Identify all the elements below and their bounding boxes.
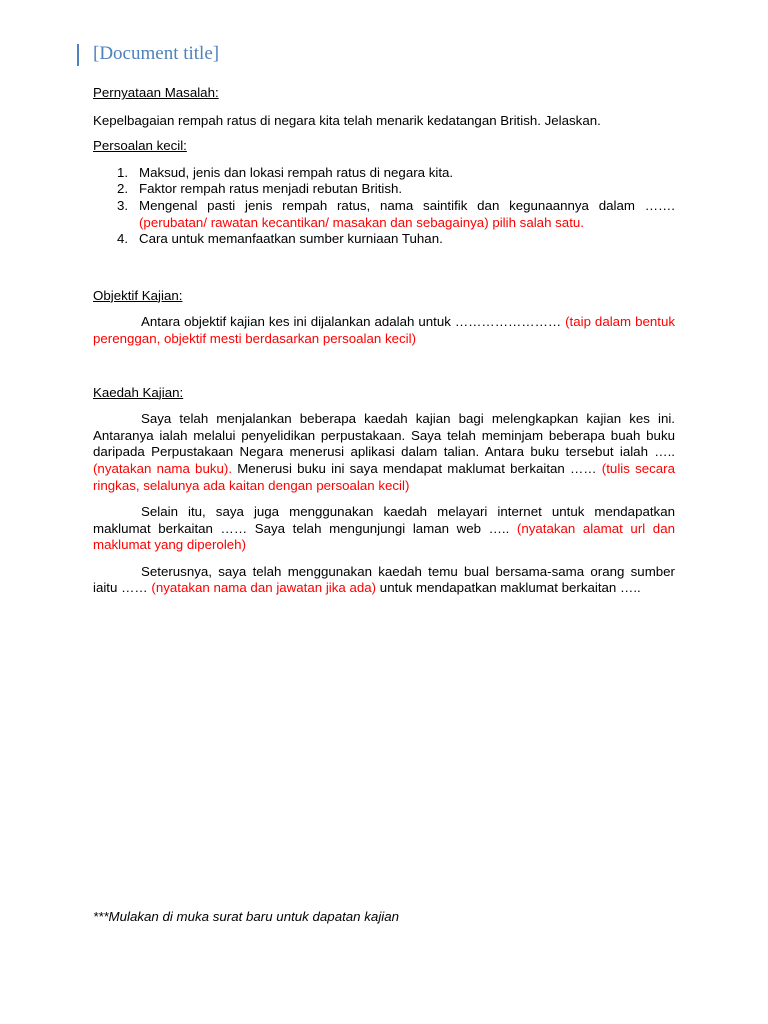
method-p2-text: Selain itu, saya juga menggunakan kaedah melayari internet untuk mendapatkan maklumat berkaitan …… Saya telah mengunjungi laman web ….. — [93, 504, 675, 536]
method-p3-note: (nyatakan nama dan jawatan jika ada) — [151, 580, 377, 596]
list-item-number: 1. — [117, 164, 129, 180]
footnote: ***Mulakan di muka surat baru untuk dapatan kajian — [93, 909, 400, 924]
list-item — [93, 165, 675, 182]
method-p2-note: (nyatakan alamat url dan maklumat yang diperoleh) — [93, 520, 675, 553]
objective-note: (taip dalam bentuk perenggan, objektif mesti berdasarkan persoalan kecil) — [93, 314, 675, 346]
method-p1-text-2: Menerusi buku ini saya mendapat maklumat berkaitan …… — [232, 460, 602, 476]
method-paragraph-2 — [93, 504, 675, 554]
document-title[interactable]: [Document title] — [93, 43, 220, 64]
problem-statement-text: Kepelbagaian rempah ratus di negara kita telah menarik kedatangan British. Jelaskan. — [93, 112, 601, 128]
method-p3-text-2: untuk mendapatkan maklumat berkaitan ….. — [376, 580, 641, 596]
objective-heading: Objektif Kajian: — [93, 287, 183, 303]
method-p1-note-1: (nyatakan nama buku). — [93, 460, 233, 476]
method-heading: Kaedah Kajian: — [93, 384, 184, 400]
list-item-number: 4. — [117, 231, 129, 247]
objective-text: Antara objektif kajian kes ini dijalankan adalah untuk …………………… — [141, 314, 566, 330]
list-item — [93, 181, 675, 198]
list-item — [93, 198, 675, 231]
method-p3-text: Seterusnya, saya telah menggunakan kaedah temu bual bersama-sama orang sumber iaitu …… — [93, 563, 675, 596]
list-item-text: Maksud, jenis dan lokasi rempah ratus di negara kita. — [139, 164, 454, 180]
list-item-note: (perubatan/ rawatan kecantikan/ masakan dan sebagainya) pilih salah satu. — [139, 214, 584, 230]
method-p1-text: Saya telah menjalankan beberapa kaedah kajian bagi melengkapkan kajian kes ini. Antaranya ialah melalui penyelidikan perpustakaan. Saya telah meminjam beberapa buah buku daripada Perpustakaan Negara menerusi aplikasi dalam talian. Antara buku tersebut ialah ….. — [93, 411, 675, 460]
list-item-text: Mengenal pasti jenis rempah ratus, nama saintifik dan kegunaannya dalam ……. — [139, 197, 675, 213]
objective-paragraph — [93, 314, 675, 347]
title-accent-bar — [77, 44, 79, 66]
list-item-number: 2. — [117, 181, 129, 197]
sub-questions-list — [93, 165, 675, 248]
list-item-text: Faktor rempah ratus menjadi rebutan British. — [139, 181, 403, 197]
list-item-number: 3. — [117, 197, 129, 213]
document-body — [93, 85, 675, 597]
method-paragraph-1 — [93, 411, 675, 494]
list-item — [93, 231, 675, 248]
method-paragraph-3 — [93, 564, 675, 597]
problem-statement-heading: Pernyataan Masalah: — [93, 85, 219, 100]
sub-questions-heading: Persoalan kecil: — [93, 138, 187, 154]
method-p1-note-2: (tulis secara ringkas, selalunya ada kaitan dengan persoalan kecil) — [93, 460, 675, 493]
list-item-text: Cara untuk memanfaatkan sumber kurniaan Tuhan. — [139, 231, 443, 247]
